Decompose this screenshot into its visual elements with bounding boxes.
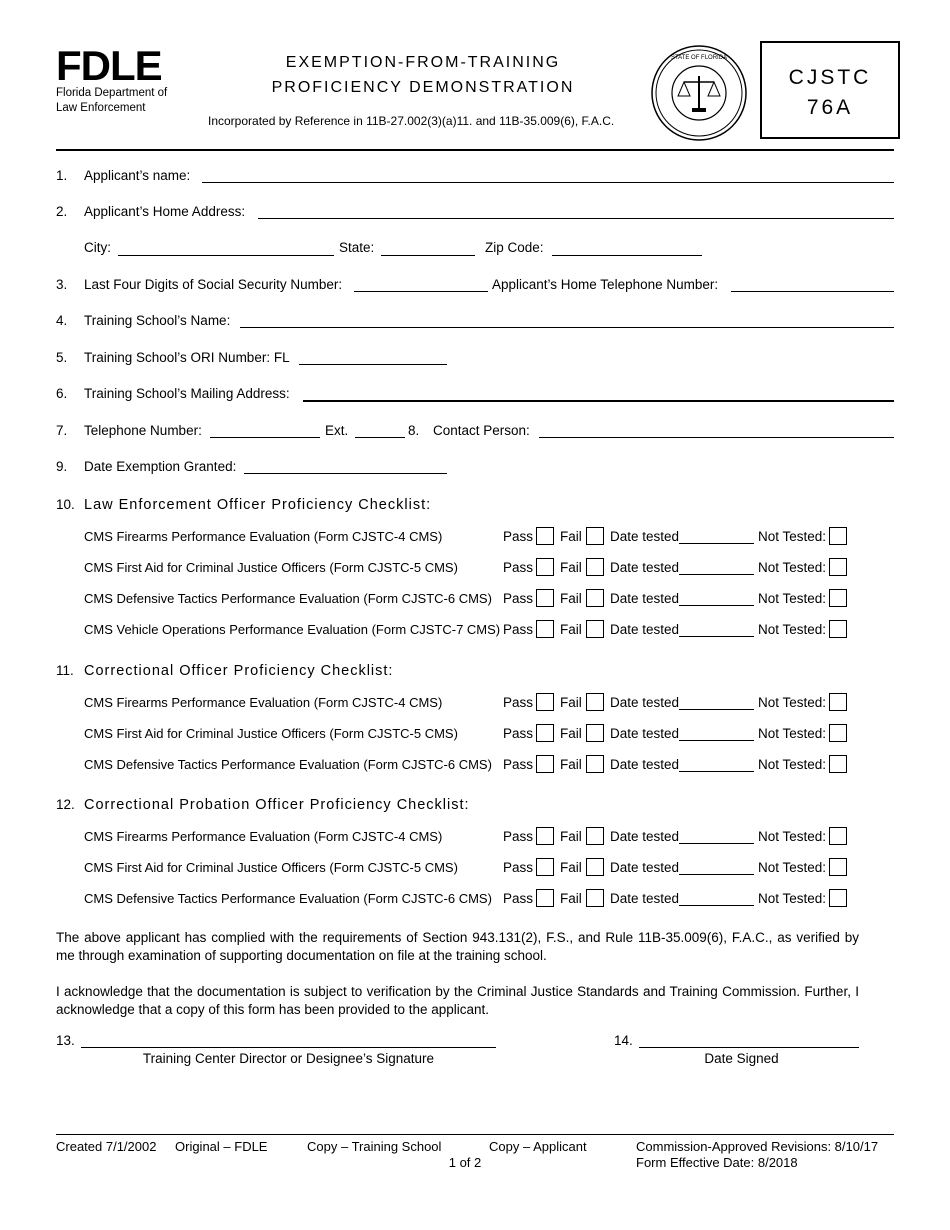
pass-checkbox[interactable] <box>536 693 554 711</box>
mailing-address-label: Training School’s Mailing Address: <box>84 386 290 401</box>
date-tested-label: Date tested <box>610 891 680 906</box>
checklist-item-label: CMS Defensive Tactics Performance Evaluation (Form CJSTC-6 CMS) <box>84 591 492 606</box>
fail-checkbox[interactable] <box>586 755 604 773</box>
state-seal-icon <box>650 44 748 142</box>
fail-label: Fail <box>560 891 582 906</box>
pass-label: Pass <box>503 560 534 575</box>
applicant-name-field[interactable] <box>202 182 894 183</box>
item-number: 1. <box>56 168 68 183</box>
ssn-label: Last Four Digits of Social Security Number: <box>84 277 343 292</box>
fail-label: Fail <box>560 695 582 710</box>
pass-checkbox[interactable] <box>536 589 554 607</box>
page-number: 1 of 2 <box>448 1155 482 1170</box>
ext-label: Ext. <box>325 423 349 438</box>
fail-label: Fail <box>560 529 582 544</box>
not-tested-checkbox[interactable] <box>829 827 847 845</box>
home-phone-field[interactable] <box>731 291 894 292</box>
pass-label: Pass <box>503 829 534 844</box>
fail-label: Fail <box>560 726 582 741</box>
form-title-line1: EXEMPTION-FROM-TRAINING <box>285 54 561 71</box>
fail-checkbox[interactable] <box>586 724 604 742</box>
compliance-statement: The above applicant has complied with the requirements of Section 943.131(2), F.S., and Rule 11B-35.009(6), F.A.C., as verified by me through examination of supporting documentation on file at the training school. <box>56 930 859 963</box>
fail-checkbox[interactable] <box>586 827 604 845</box>
item-number: 8. <box>408 423 420 438</box>
pass-label: Pass <box>503 757 534 772</box>
pass-label: Pass <box>503 622 534 637</box>
footer-divider <box>56 1134 894 1135</box>
pass-checkbox[interactable] <box>536 527 554 545</box>
school-name-field[interactable] <box>240 327 894 328</box>
section-number: 11. <box>56 663 74 678</box>
pass-label: Pass <box>503 591 534 606</box>
fail-label: Fail <box>560 560 582 575</box>
contact-person-label: Contact Person: <box>433 423 530 438</box>
date-tested-label: Date tested <box>610 757 680 772</box>
footer-revisions: Commission-Approved Revisions: 8/10/17 <box>636 1139 879 1154</box>
not-tested-checkbox[interactable] <box>829 527 847 545</box>
footer-copy-applicant: Copy – Applicant <box>489 1139 587 1154</box>
form-title-line2: PROFICIENCY DEMONSTRATION <box>271 79 575 96</box>
zip-field[interactable] <box>552 255 702 256</box>
not-tested-label: Not Tested: <box>758 891 827 906</box>
form-code-line1: CJSTC <box>788 66 872 89</box>
acknowledgement-statement: I acknowledge that the documentation is subject to verification by the Criminal Justice Standards and Training Commission. Further, I acknowledge that a copy of this form has been provided to the applicant. <box>56 984 859 1017</box>
item-number: 5. <box>56 350 68 365</box>
date-tested-label: Date tested <box>610 529 680 544</box>
date-tested-field[interactable] <box>679 905 754 906</box>
ori-field[interactable] <box>299 364 447 365</box>
footer-created: Created 7/1/2002 <box>56 1139 157 1154</box>
item-number: 9. <box>56 459 68 474</box>
signature-field[interactable] <box>81 1047 496 1048</box>
ori-label: Training School’s ORI Number: FL <box>84 350 290 365</box>
fail-label: Fail <box>560 829 582 844</box>
pass-checkbox[interactable] <box>536 858 554 876</box>
date-tested-field[interactable] <box>679 771 754 772</box>
date-tested-field[interactable] <box>679 636 754 637</box>
footer-effective-date: Form Effective Date: 8/2018 <box>636 1155 798 1170</box>
item-number: 13. <box>56 1033 75 1048</box>
date-tested-field[interactable] <box>679 574 754 575</box>
checklist-item-label: CMS Vehicle Operations Performance Evaluation (Form CJSTC-7 CMS) <box>84 622 501 637</box>
pass-label: Pass <box>503 891 534 906</box>
date-exemption-field[interactable] <box>244 473 447 474</box>
section-title: Correctional Officer Proficiency Checklist: <box>84 663 394 679</box>
agency-name-line2: Law Enforcement <box>56 102 146 114</box>
header-divider <box>56 149 894 151</box>
not-tested-checkbox[interactable] <box>829 724 847 742</box>
not-tested-checkbox[interactable] <box>829 620 847 638</box>
footer-original: Original – FDLE <box>175 1139 268 1154</box>
telephone-label: Telephone Number: <box>84 423 202 438</box>
date-tested-label: Date tested <box>610 695 680 710</box>
form-code-line2: 76A <box>806 96 854 119</box>
date-tested-field[interactable] <box>679 709 754 710</box>
checklist-item-label: CMS First Aid for Criminal Justice Officers (Form CJSTC-5 CMS) <box>84 860 458 875</box>
item-number: 4. <box>56 313 68 328</box>
pass-label: Pass <box>503 726 534 741</box>
not-tested-label: Not Tested: <box>758 560 827 575</box>
city-label: City: <box>84 240 111 255</box>
fail-label: Fail <box>560 622 582 637</box>
date-tested-label: Date tested <box>610 860 680 875</box>
date-tested-label: Date tested <box>610 829 680 844</box>
not-tested-label: Not Tested: <box>758 757 827 772</box>
date-tested-label: Date tested <box>610 591 680 606</box>
checklist-item-label: CMS Defensive Tactics Performance Evaluation (Form CJSTC-6 CMS) <box>84 891 492 906</box>
date-tested-field[interactable] <box>679 740 754 741</box>
not-tested-label: Not Tested: <box>758 529 827 544</box>
reference-text: Incorporated by Reference in 11B-27.002(3)(a)11. and 11B-35.009(6), F.A.C. <box>208 114 615 128</box>
pass-label: Pass <box>503 695 534 710</box>
date-tested-field[interactable] <box>679 874 754 875</box>
item-number: 3. <box>56 277 68 292</box>
fdle-logo <box>56 42 162 89</box>
pass-label: Pass <box>503 529 534 544</box>
agency-name-line1: Florida Department of <box>56 87 168 99</box>
checklist-item-label: CMS Firearms Performance Evaluation (Form CJSTC-4 CMS) <box>84 529 443 544</box>
fail-label: Fail <box>560 591 582 606</box>
ssn-field[interactable] <box>354 291 488 292</box>
section-title: Law Enforcement Officer Proficiency Checklist: <box>84 497 432 513</box>
not-tested-checkbox[interactable] <box>829 693 847 711</box>
fail-checkbox[interactable] <box>586 858 604 876</box>
not-tested-label: Not Tested: <box>758 591 827 606</box>
footer-copy-school: Copy – Training School <box>307 1139 442 1154</box>
state-field[interactable] <box>381 255 475 256</box>
checklist-item-label: CMS Firearms Performance Evaluation (Form CJSTC-4 CMS) <box>84 829 443 844</box>
not-tested-label: Not Tested: <box>758 726 827 741</box>
checklist-item-label: CMS Firearms Performance Evaluation (Form CJSTC-4 CMS) <box>84 695 443 710</box>
applicant-name-label: Applicant’s name: <box>84 168 191 183</box>
not-tested-checkbox[interactable] <box>829 889 847 907</box>
pass-label: Pass <box>503 860 534 875</box>
not-tested-checkbox[interactable] <box>829 755 847 773</box>
date-tested-label: Date tested <box>610 726 680 741</box>
checklist-item-label: CMS First Aid for Criminal Justice Officers (Form CJSTC-5 CMS) <box>84 560 458 575</box>
item-number: 6. <box>56 386 68 401</box>
date-tested-label: Date tested <box>610 622 680 637</box>
fail-checkbox[interactable] <box>586 527 604 545</box>
date-tested-label: Date tested <box>610 560 680 575</box>
state-label: State: <box>339 240 375 255</box>
date-tested-field[interactable] <box>679 543 754 544</box>
checklist-item-label: CMS Defensive Tactics Performance Evaluation (Form CJSTC-6 CMS) <box>84 757 492 772</box>
home-address-label: Applicant’s Home Address: <box>84 204 246 219</box>
item-number: 2. <box>56 204 68 219</box>
not-tested-checkbox[interactable] <box>829 858 847 876</box>
form-code-box <box>760 41 900 139</box>
date-signed-label: Date Signed <box>704 1051 779 1066</box>
not-tested-label: Not Tested: <box>758 829 827 844</box>
not-tested-label: Not Tested: <box>758 622 827 637</box>
section-number: 10. <box>56 497 75 512</box>
fail-checkbox[interactable] <box>586 620 604 638</box>
item-number: 14. <box>614 1033 633 1048</box>
fail-label: Fail <box>560 860 582 875</box>
pass-checkbox[interactable] <box>536 724 554 742</box>
date-tested-field[interactable] <box>679 843 754 844</box>
not-tested-checkbox[interactable] <box>829 558 847 576</box>
pass-checkbox[interactable] <box>536 558 554 576</box>
school-name-label: Training School’s Name: <box>84 313 231 328</box>
telephone-field[interactable] <box>210 437 320 438</box>
fail-checkbox[interactable] <box>586 558 604 576</box>
home-address-field[interactable] <box>258 218 894 219</box>
fail-checkbox[interactable] <box>586 589 604 607</box>
pass-checkbox[interactable] <box>536 889 554 907</box>
contact-person-field[interactable] <box>539 437 894 438</box>
fail-checkbox[interactable] <box>586 693 604 711</box>
section-number: 12. <box>56 797 75 812</box>
zip-label: Zip Code: <box>485 240 544 255</box>
date-tested-field[interactable] <box>679 605 754 606</box>
not-tested-label: Not Tested: <box>758 860 827 875</box>
not-tested-label: Not Tested: <box>758 695 827 710</box>
date-exemption-label: Date Exemption Granted: <box>84 459 237 474</box>
mailing-address-field[interactable] <box>303 400 894 402</box>
logo-text: FDLE <box>56 42 162 89</box>
signature-label: Training Center Director or Designee’s Signature <box>142 1051 435 1066</box>
seal-text: STATE OF FLORIDA <box>670 55 728 61</box>
pass-checkbox[interactable] <box>536 755 554 773</box>
pass-checkbox[interactable] <box>536 620 554 638</box>
not-tested-checkbox[interactable] <box>829 589 847 607</box>
home-phone-label: Applicant’s Home Telephone Number: <box>492 277 719 292</box>
city-field[interactable] <box>118 255 334 256</box>
date-signed-field[interactable] <box>639 1047 859 1048</box>
checklist-item-label: CMS First Aid for Criminal Justice Officers (Form CJSTC-5 CMS) <box>84 726 458 741</box>
section-title: Correctional Probation Officer Proficiency Checklist: <box>84 797 470 813</box>
pass-checkbox[interactable] <box>536 827 554 845</box>
ext-field[interactable] <box>355 437 405 438</box>
fail-label: Fail <box>560 757 582 772</box>
fail-checkbox[interactable] <box>586 889 604 907</box>
item-number: 7. <box>56 423 68 438</box>
